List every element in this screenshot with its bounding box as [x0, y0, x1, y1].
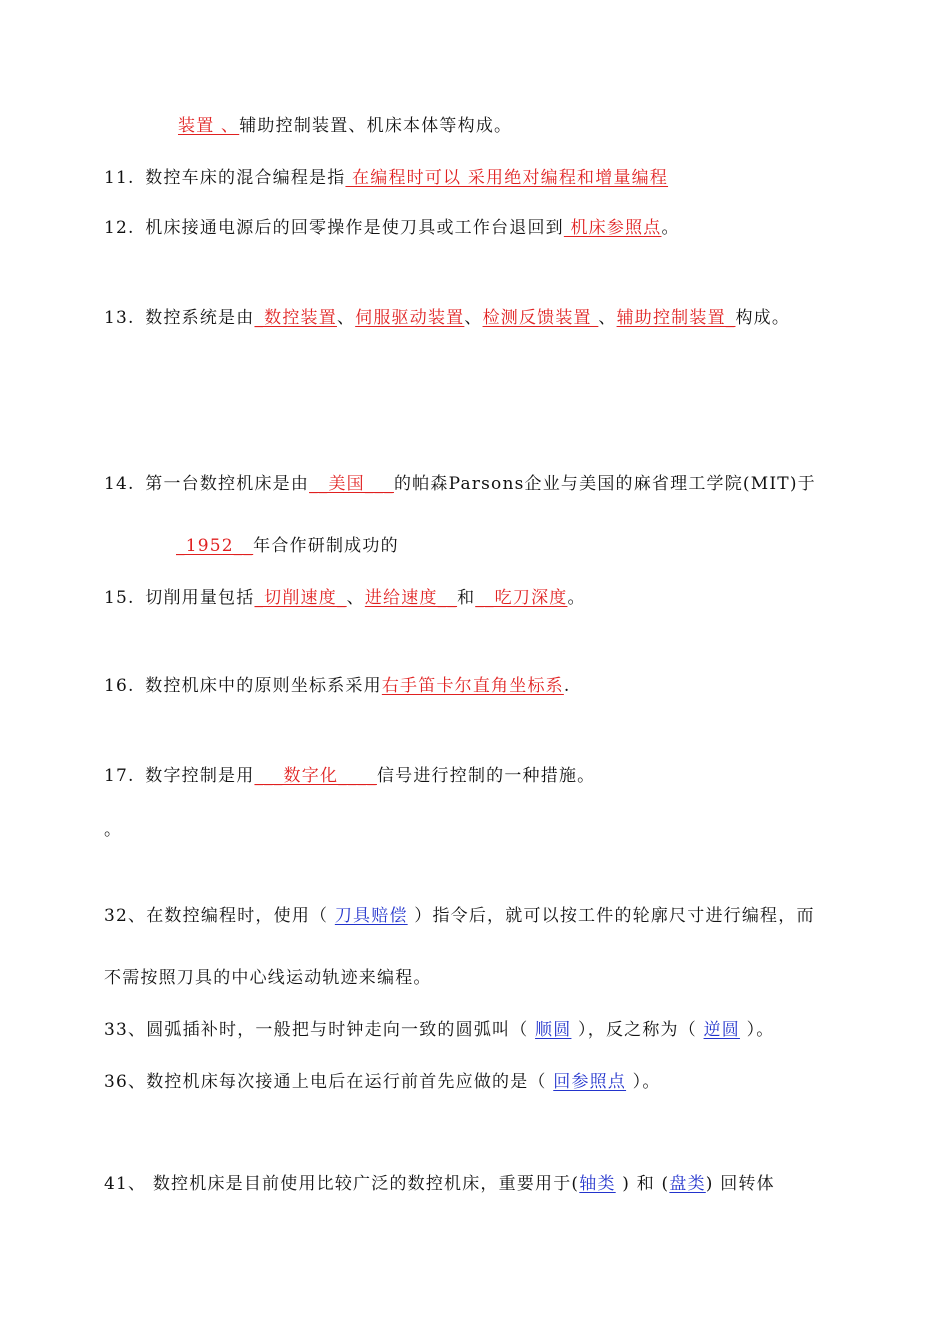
text: 不需按照刀具的中心线运动轨迹来编程。 [104, 968, 432, 988]
line-11 [104, 166, 668, 190]
answer: 右手笛卡尔直角坐标系 [381, 676, 564, 696]
item-number: 36、 [104, 1072, 147, 1092]
text: 数控车床的混合编程是指 [145, 168, 346, 188]
item-number: 32、 [104, 906, 147, 926]
text: 。 [104, 820, 123, 840]
text: ）。 [626, 1072, 661, 1092]
answer: 装置 、 [178, 116, 240, 136]
separator: 、 [464, 308, 483, 328]
item-number: 33、 [104, 1020, 147, 1040]
text: 第一台数控机床是由 [145, 474, 310, 494]
answer: 刀具赔偿 [334, 906, 408, 926]
item-number: 16. [104, 676, 135, 696]
answer: 辅助控制装置_ [616, 308, 736, 328]
line-33 [104, 1018, 774, 1042]
text: ) 回转体 [705, 1174, 775, 1194]
line-32-continued [104, 966, 432, 990]
text: . [563, 676, 571, 696]
answer: 回参照点 [553, 1072, 627, 1092]
text: 在数控编程时，使用（ [146, 906, 335, 926]
line-13 [104, 306, 790, 330]
text: 数字控制是用 [145, 766, 255, 786]
text: 辅助控制装置、机床本体等构成。 [239, 116, 513, 136]
text: 数控机床是目前使用比较广泛的数控机床，重要用于( [146, 1174, 580, 1194]
stray-period [104, 818, 122, 842]
text: 数控机床每次接通上电后在运行前首先应做的是（ [146, 1072, 554, 1092]
line-41 [104, 1172, 775, 1196]
separator: 、 [336, 308, 356, 328]
answer: 进给速度__ [364, 588, 458, 608]
item-number: 11. [104, 168, 135, 188]
text: ），反之称为（ [571, 1020, 704, 1040]
text: 。 [661, 218, 680, 238]
item-number: 17. [104, 766, 135, 786]
answer: ___数字化____ [254, 766, 377, 786]
text: 年合作研制成功的 [253, 536, 399, 556]
line-10 [178, 114, 512, 138]
item-number: 15. [104, 588, 135, 608]
text: 信号进行控制的一种措施。 [376, 766, 596, 786]
text: ) 和 ( [615, 1174, 670, 1194]
text: 构成。 [735, 308, 791, 328]
line-15 [104, 586, 586, 610]
separator: 、 [346, 588, 365, 608]
line-12 [104, 216, 680, 240]
answer: 在编程时可以 采用绝对编程和增量编程 [345, 168, 669, 188]
answer: _数控装置 [254, 308, 337, 328]
text: ）。 [739, 1020, 775, 1040]
answer: 检测反馈装置 [482, 308, 599, 328]
item-number: 14. [104, 474, 135, 494]
text: 的帕森Parsons企业与美国的麻省理工学院(MIT)于 [393, 474, 816, 494]
line-14 [104, 472, 816, 496]
separator: 和 [457, 588, 476, 608]
answer: __吃刀深度 [475, 588, 568, 608]
text: 数控机床中的原则坐标系采用 [145, 676, 382, 696]
answer: 机床参照点 [563, 218, 662, 238]
item-number: 13. [104, 308, 135, 328]
text: 圆弧插补时，一般把与时钟走向一致的圆弧叫（ [146, 1020, 536, 1040]
answer: 顺圆 [535, 1020, 572, 1040]
line-17 [104, 764, 595, 788]
answer: 伺服驱动装置 [355, 308, 465, 328]
answer: 轴类 [579, 1174, 616, 1194]
separator: 、 [598, 308, 617, 328]
line-16 [104, 674, 570, 698]
line-36 [104, 1070, 661, 1094]
answer: _切削速度_ [254, 588, 347, 608]
line-32 [104, 904, 815, 928]
answer: 逆圆 [703, 1020, 740, 1040]
text: 机床接通电源后的回零操作是使刀具或工作台退回到 [145, 218, 564, 238]
answer: 盘类 [669, 1174, 706, 1194]
item-number: 41、 [104, 1174, 147, 1194]
answer: __美国___ [309, 474, 394, 494]
line-14-continued [176, 534, 399, 558]
text: 切削用量包括 [145, 588, 255, 608]
text: 数控系统是由 [145, 308, 255, 328]
text: ）指令后，就可以按工件的轮廓尺寸进行编程，而 [407, 906, 815, 926]
text: 。 [567, 588, 586, 608]
answer: _1952__ [176, 536, 254, 556]
item-number: 12. [104, 218, 135, 238]
